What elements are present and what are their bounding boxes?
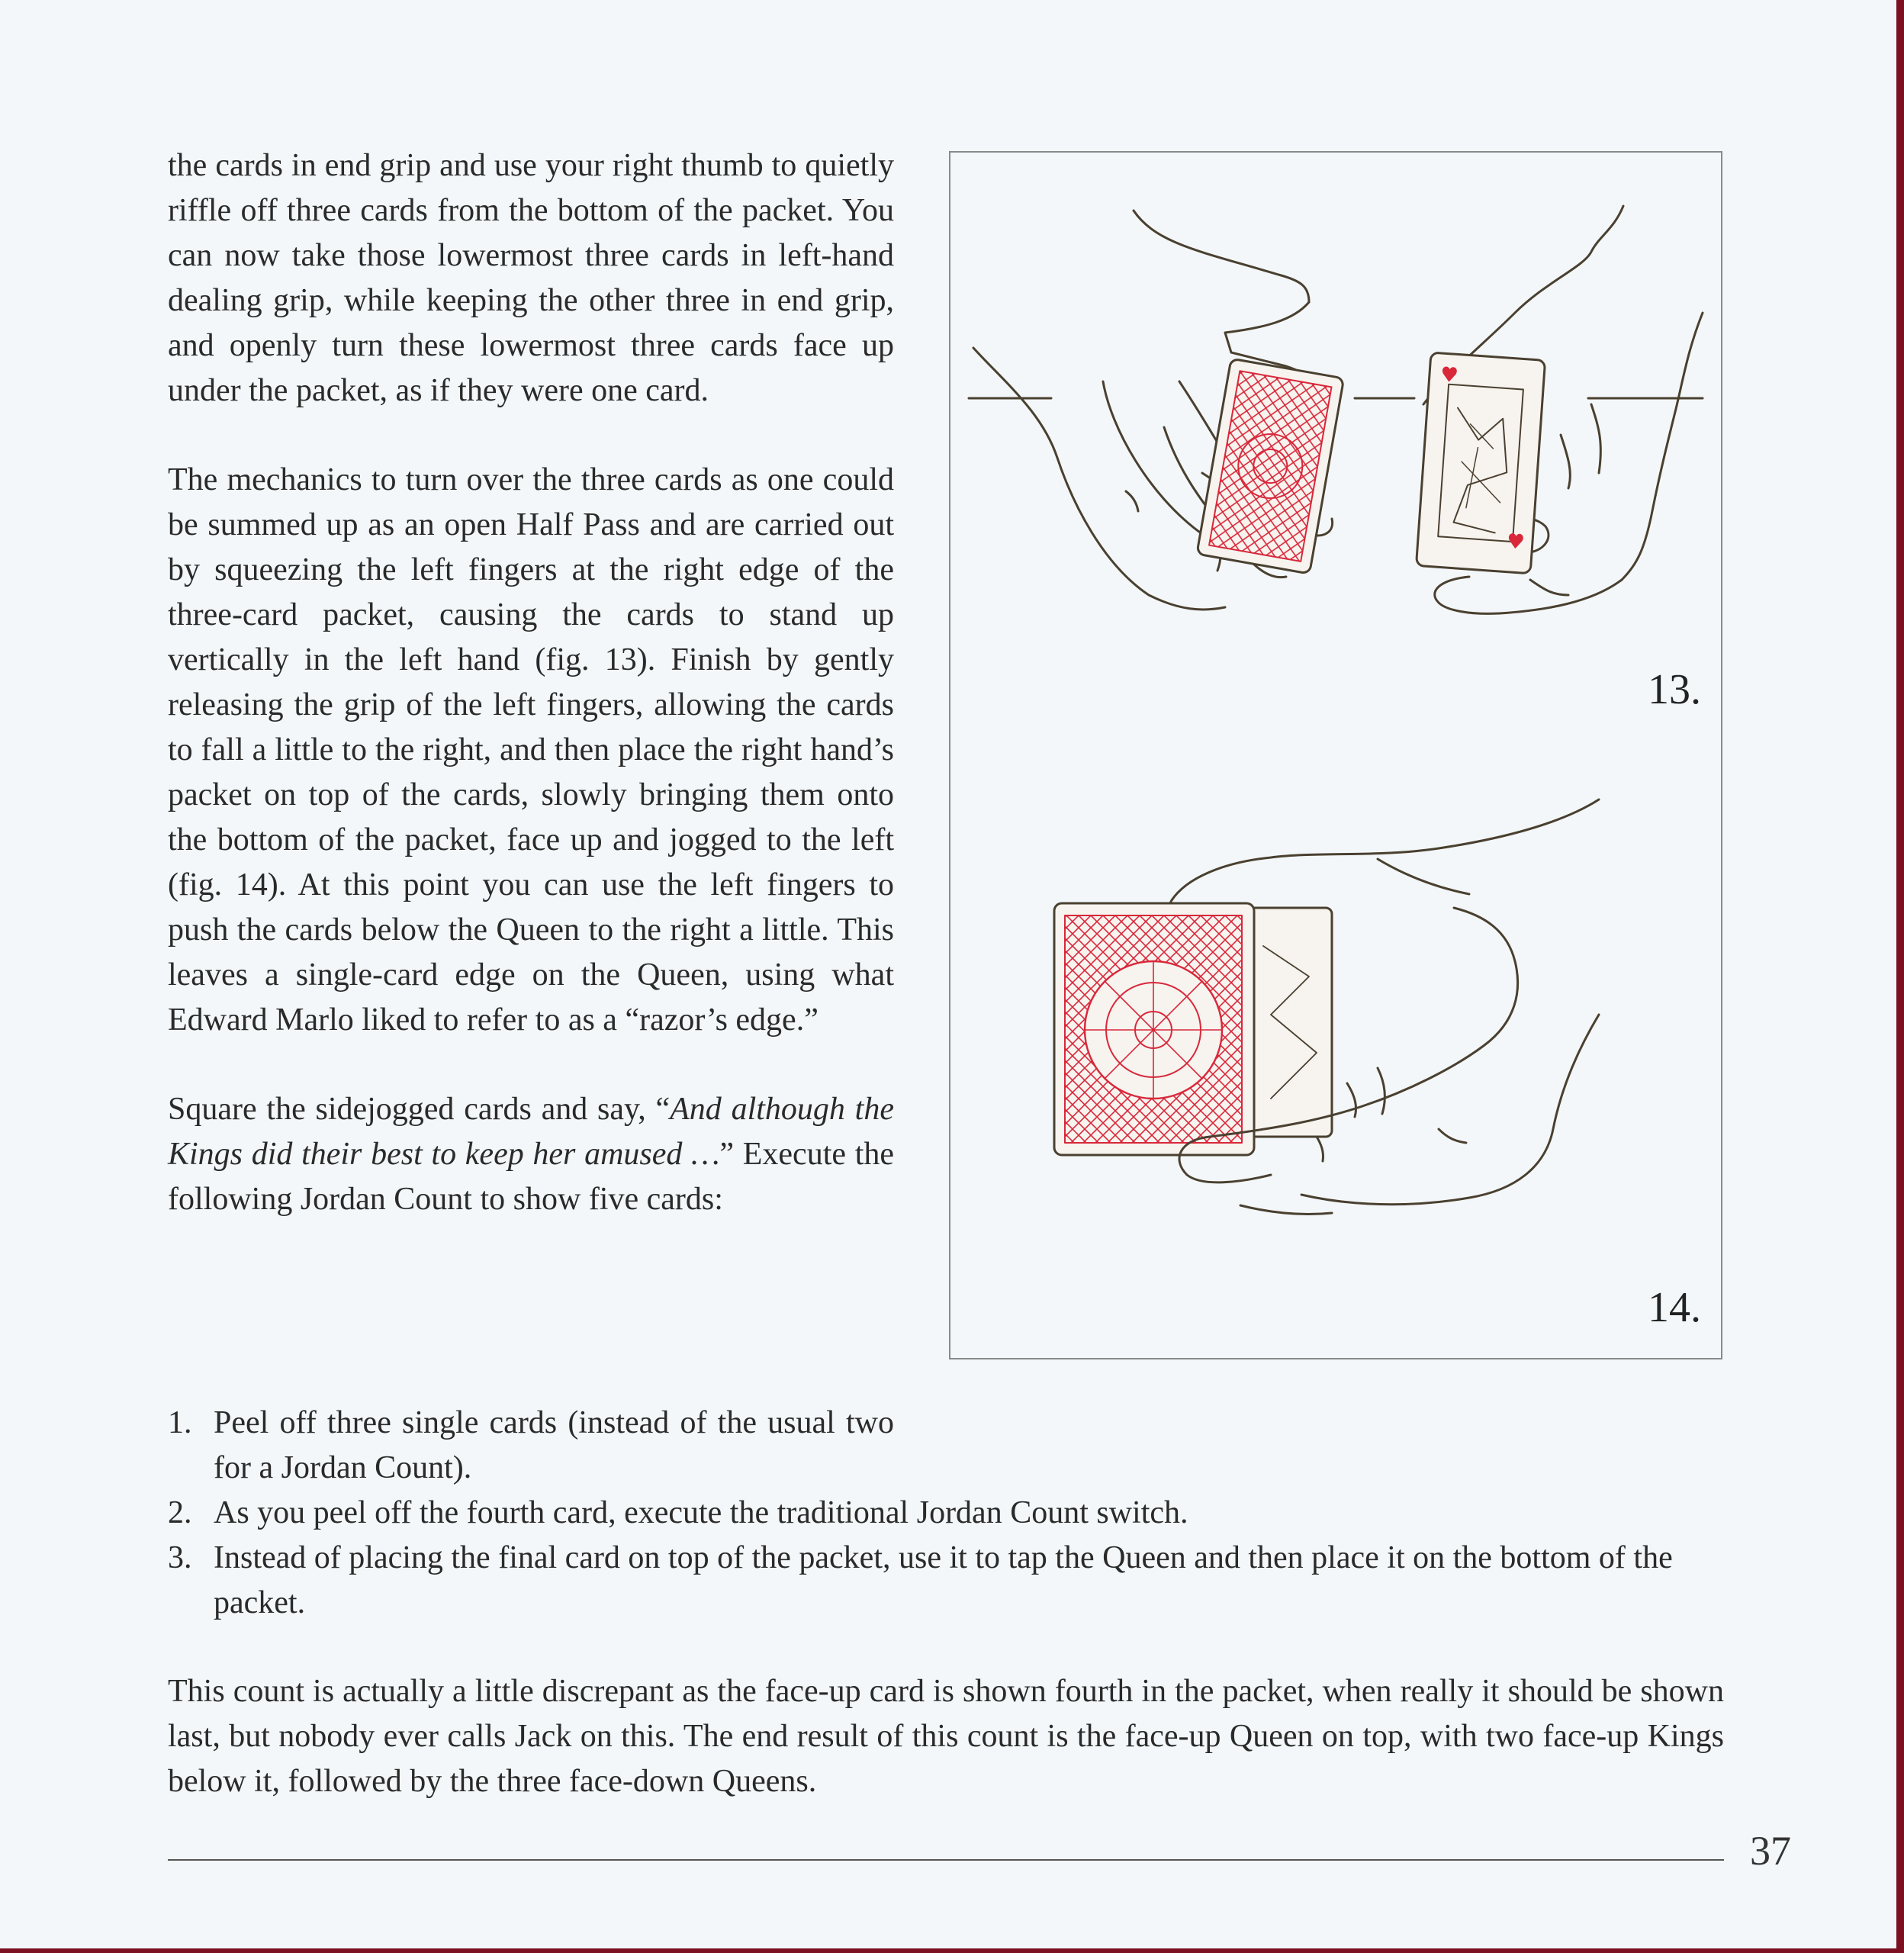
illustration-box xyxy=(949,151,1722,1359)
step-text: Peel off three single cards (instead of the usual two for a Jordan Count). xyxy=(214,1405,894,1485)
page-edge-right xyxy=(1896,0,1904,1953)
hand-illustrations xyxy=(950,153,1721,1358)
paragraph-3-lead: Square the sidejogged cards and say, “ xyxy=(168,1092,671,1127)
left-text-column xyxy=(168,143,894,1222)
figure-14-label: 14. xyxy=(1648,1284,1701,1331)
paragraph-3-quote: And although the Kings did their best to keep her amused … xyxy=(168,1092,894,1172)
step-text: As you peel off the fourth card, execute the traditional Jordan Count switch. xyxy=(214,1495,1188,1530)
paragraph-3 xyxy=(168,1087,894,1222)
step-1 xyxy=(168,1401,1724,1491)
paragraph-2: The mechanics to turn over the three cards as one could be summed up as an open Half Pass and are carried out by squeezing the left fingers at the right edge of the three-card packet, causing the cards to stand up vertically in the left hand (fig. 13). Finish by gently releasing the grip of the left fingers, allowing the cards to fall a little to the right, and then place the right hand’s packet on top of the cards, slowly bringing them onto the bottom of the packet, face up and jogged to the left (fig. 14). At this point you can use the left fingers to push the cards below the Queen to the right a little. This leaves a single-card edge on the Queen, using what Edward Marlo liked to refer to as a “razor’s edge.” xyxy=(168,462,894,1038)
step-number: 1. xyxy=(168,1405,192,1440)
page-edge-bottom xyxy=(0,1948,1904,1953)
page-number: 37 xyxy=(1750,1828,1791,1874)
paragraph-1: the cards in end grip and use your right thumb to quietly riffle off three cards from the bottom of the packet. You can now take those lowermost three cards in left-hand dealing grip, while keeping the other three in end grip, and openly turn these lowermost three cards face up under the packet, as if they were one card. xyxy=(168,148,894,408)
step-number: 3. xyxy=(168,1540,192,1575)
figure-13-drawing xyxy=(969,206,1703,613)
closing-paragraph: This count is actually a little discrepant as the face-up card is shown fourth in the packet, when really it should be shown last, but nobody ever calls Jack on this. The end result of this count is the face-up Queen on top, with two face-up Kings below it, followed by the three face-down Queens. xyxy=(168,1674,1724,1799)
steps-list xyxy=(168,1401,1724,1626)
step-3 xyxy=(168,1536,1724,1626)
step-2 xyxy=(168,1491,1724,1536)
figure-14-drawing xyxy=(1054,800,1599,1215)
paragraph-3-tail: ” Execute the following Jordan Count to show five cards: xyxy=(168,1137,894,1217)
step-text: Instead of placing the final card on top of the packet, use it to tap the Queen and then place it on the bottom of the packet. xyxy=(214,1540,1673,1620)
step-number: 2. xyxy=(168,1495,192,1530)
footer-rule xyxy=(168,1859,1724,1861)
figure-13-label: 13. xyxy=(1648,666,1701,713)
